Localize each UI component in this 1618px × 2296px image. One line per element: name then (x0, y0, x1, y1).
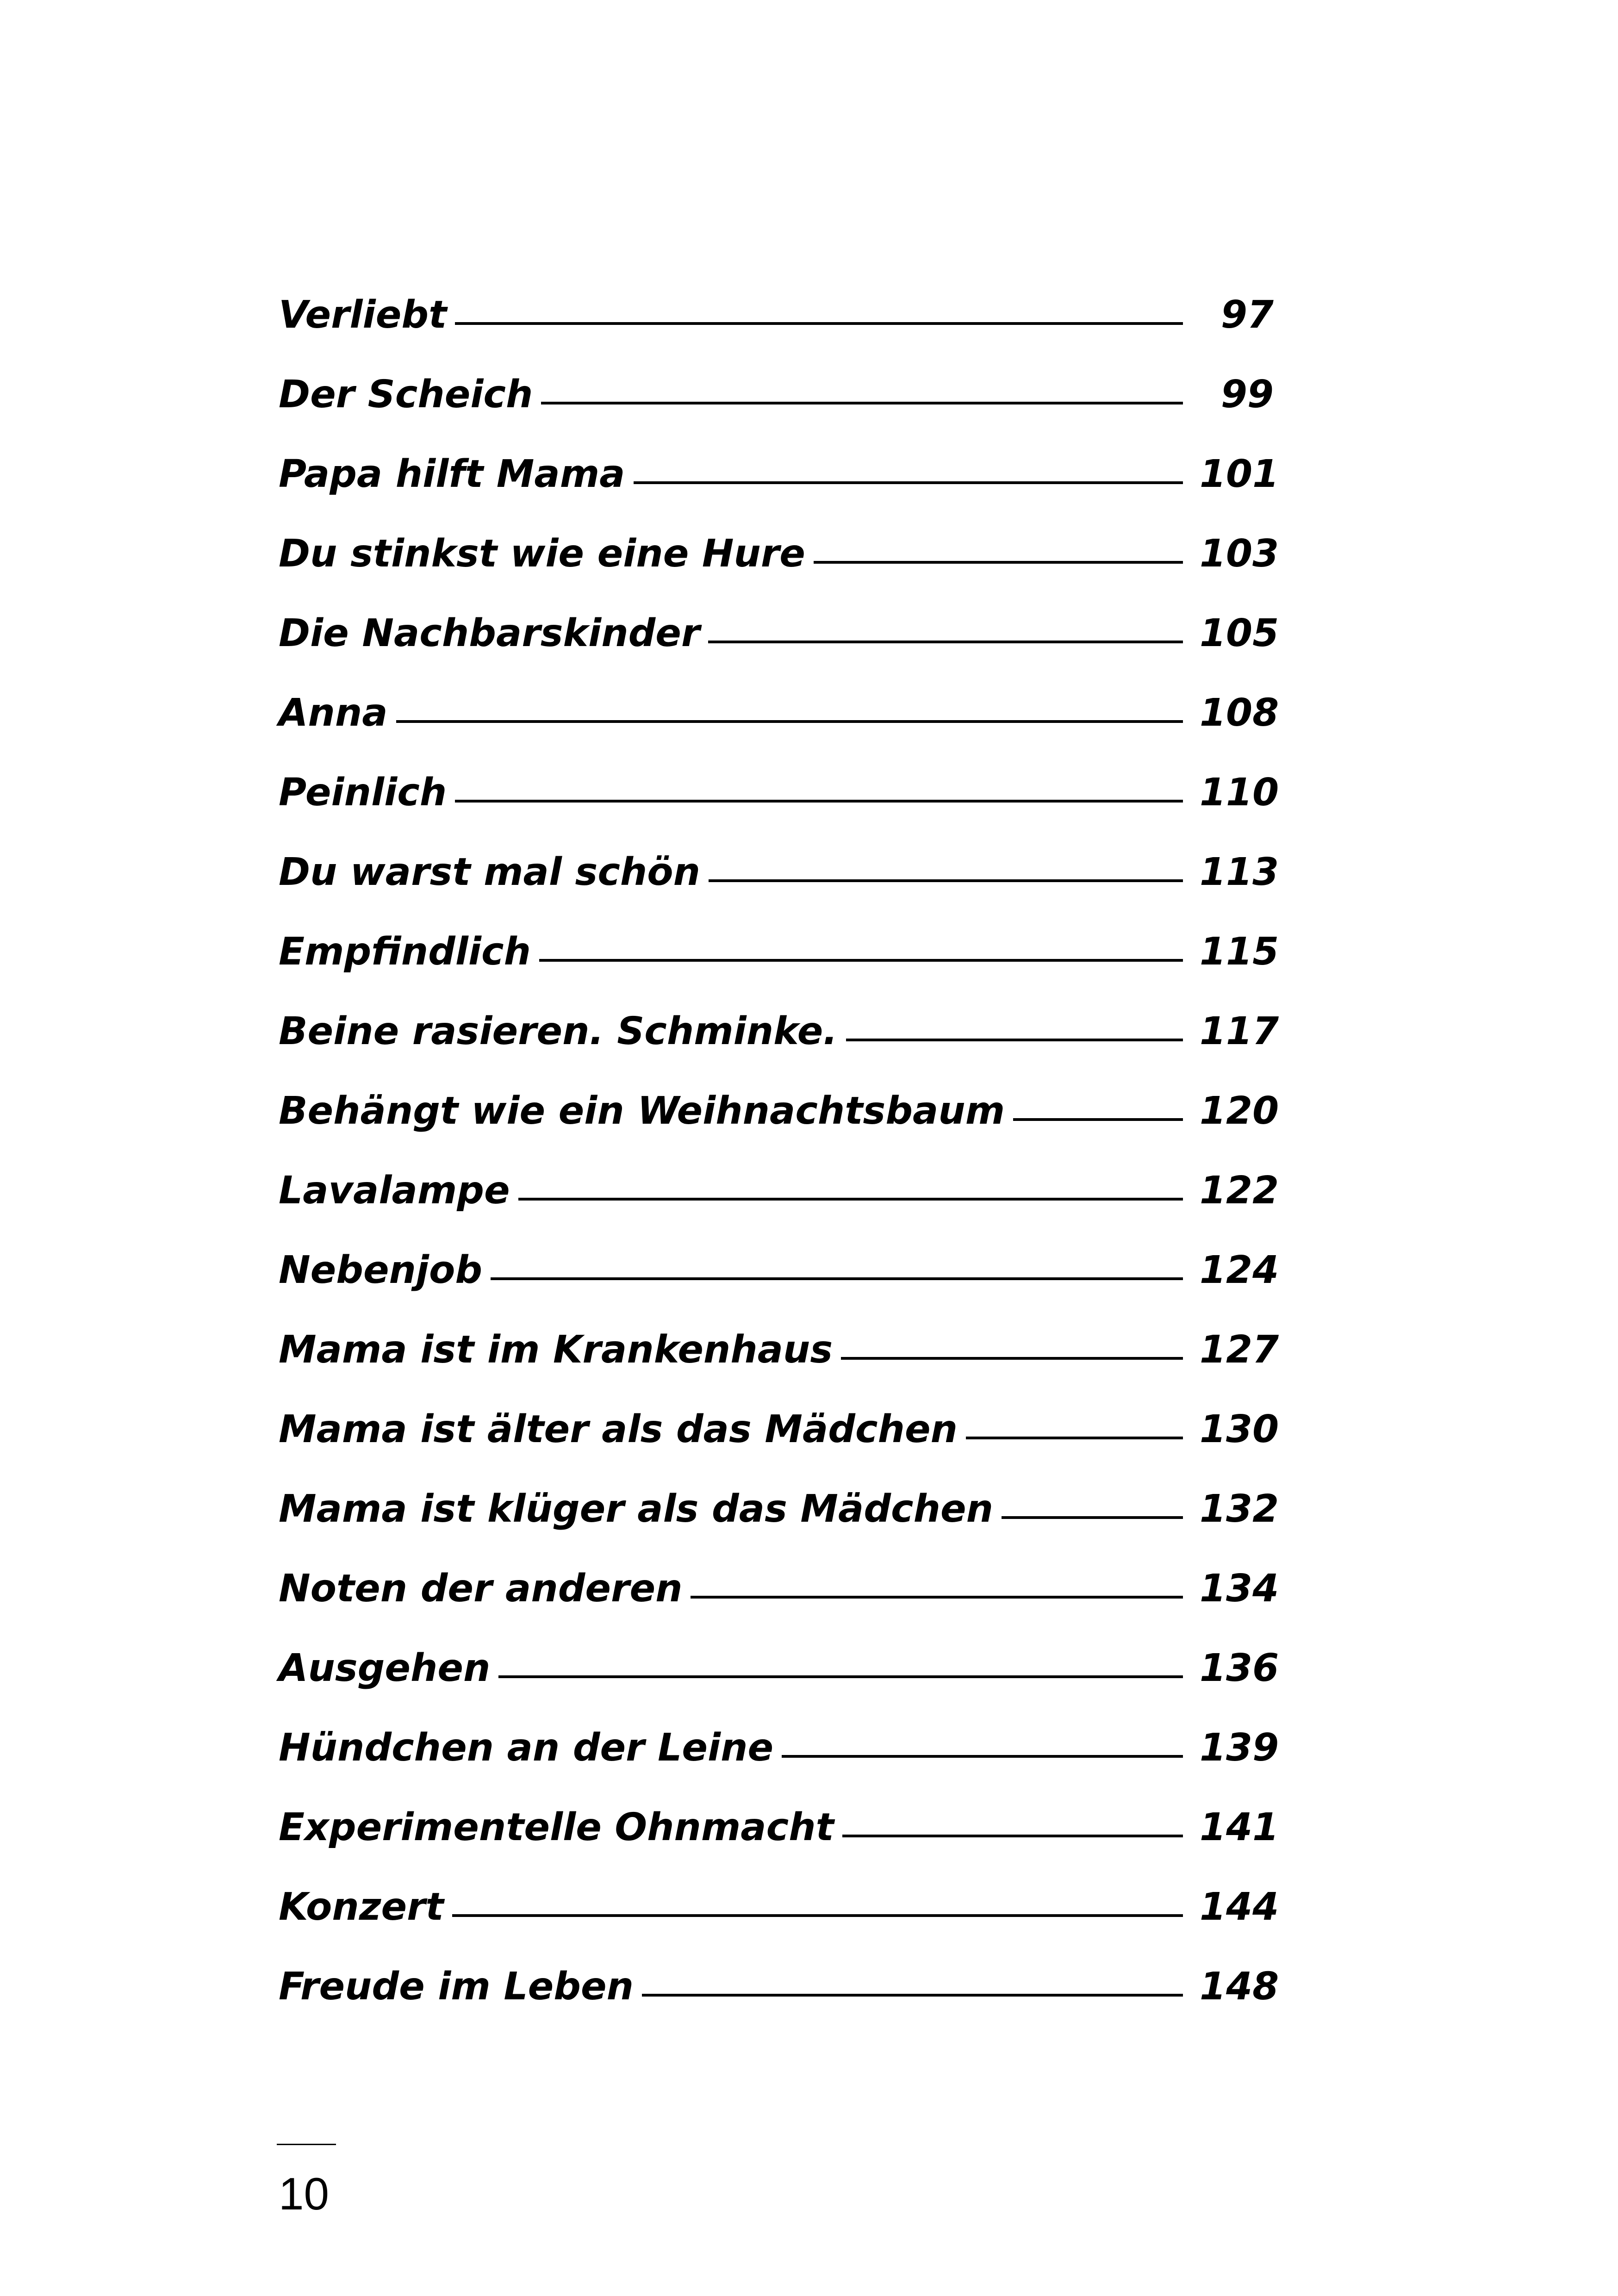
toc-entry-page: 117 (1200, 1009, 1279, 1053)
page-number: 10 (279, 2168, 330, 2219)
toc-entry (279, 435, 1279, 514)
toc-entry-page: 103 (1200, 532, 1279, 576)
toc-entry-page: 122 (1200, 1169, 1279, 1213)
toc-entry-page: 141 (1200, 1805, 1279, 1849)
toc-leader-line (814, 561, 1183, 564)
toc-entry-page: 97 (1220, 293, 1274, 337)
toc-leader-line (452, 1914, 1183, 1917)
toc-entry-title: Mama ist älter als das Mädchen (279, 1407, 958, 1451)
toc-entry (279, 594, 1279, 673)
toc-entry-title: Hündchen an der Leine (279, 1726, 774, 1770)
toc-leader-line (709, 879, 1183, 882)
toc-entry (279, 1788, 1279, 1867)
toc-entry (279, 1390, 1279, 1469)
toc-entry-page: 144 (1200, 1885, 1279, 1929)
toc-entry-page: 108 (1200, 691, 1279, 735)
toc-leader-line (1013, 1118, 1183, 1121)
toc-entry (279, 1151, 1279, 1231)
toc-leader-line (396, 720, 1183, 723)
toc-entry-title: Behängt wie ein Weihnachtsbaum (279, 1089, 1005, 1133)
toc-entry-title: Freude im Leben (279, 1965, 634, 2009)
toc-entry (279, 1947, 1279, 2027)
toc-leader-line (708, 641, 1183, 643)
toc-entry-page: 136 (1200, 1646, 1279, 1690)
toc-entry (279, 1231, 1279, 1310)
toc-entry-page: 130 (1200, 1407, 1279, 1451)
toc-leader-line (841, 1357, 1183, 1360)
toc-entry-page: 105 (1200, 611, 1279, 655)
toc-entry-title: Experimentelle Ohnmacht (279, 1805, 834, 1849)
toc-entry (279, 753, 1279, 833)
footer-divider (277, 2144, 336, 2145)
toc-leader-line (455, 322, 1183, 325)
toc-entry (279, 1867, 1279, 1947)
toc-entry-title: Noten der anderen (279, 1567, 683, 1611)
toc-entry-page: 124 (1200, 1248, 1279, 1292)
toc-entry-title: Du stinkst wie eine Hure (279, 532, 805, 576)
toc-entry-title: Lavalampe (279, 1169, 510, 1213)
toc-entry (279, 833, 1279, 912)
toc-leader-line (498, 1675, 1183, 1678)
toc-entry-title: Du warst mal schön (279, 850, 701, 894)
toc-entry (279, 1469, 1279, 1549)
toc-leader-line (691, 1596, 1183, 1599)
toc-entry (279, 673, 1279, 753)
toc-entry-page: 101 (1200, 452, 1279, 496)
toc-entry-page: 139 (1200, 1726, 1279, 1770)
toc-entry (279, 1549, 1279, 1629)
toc-entry-page: 115 (1200, 930, 1279, 974)
toc-entry-title: Beine rasieren. Schminke. (279, 1009, 838, 1053)
toc-entry (279, 514, 1279, 594)
toc-leader-line (846, 1039, 1183, 1041)
toc-leader-line (491, 1277, 1183, 1280)
toc-leader-line (539, 959, 1183, 962)
toc-entry (279, 912, 1279, 992)
toc-leader-line (642, 1994, 1183, 1997)
toc-entry-page: 132 (1200, 1487, 1279, 1531)
toc-entry-page: 134 (1200, 1567, 1279, 1611)
toc-entry-title: Nebenjob (279, 1248, 483, 1292)
toc-entry (279, 992, 1279, 1071)
toc-entry-page: 110 (1200, 771, 1279, 815)
toc-entry-page: 120 (1200, 1089, 1279, 1133)
toc-leader-line (634, 481, 1183, 484)
toc-leader-line (518, 1198, 1183, 1201)
toc-entry-title: Anna (279, 691, 388, 735)
toc-entry-title: Verliebt (279, 293, 447, 337)
toc-entry-title: Die Nachbarskinder (279, 611, 700, 655)
toc-entry-title: Mama ist im Krankenhaus (279, 1328, 833, 1372)
toc-entry (279, 355, 1274, 435)
toc-entry (279, 1071, 1279, 1151)
toc-entry (279, 275, 1274, 355)
toc-entry (279, 1629, 1279, 1708)
toc-entry (279, 1310, 1279, 1390)
toc-leader-line (966, 1437, 1183, 1439)
toc-leader-line (455, 800, 1183, 803)
toc-entry-title: Mama ist klüger als das Mädchen (279, 1487, 994, 1531)
toc-entry-page: 127 (1200, 1328, 1279, 1372)
toc-entry-title: Papa hilft Mama (279, 452, 625, 496)
toc-entry-page: 113 (1200, 850, 1279, 894)
toc-leader-line (541, 402, 1183, 404)
table-of-contents (279, 275, 1279, 2027)
toc-entry-page: 99 (1220, 373, 1274, 417)
toc-entry (279, 1708, 1279, 1788)
toc-entry-title: Konzert (279, 1885, 444, 1929)
toc-entry-title: Empfindlich (279, 930, 531, 974)
toc-entry-title: Ausgehen (279, 1646, 491, 1690)
toc-leader-line (842, 1835, 1183, 1837)
toc-entry-page: 148 (1200, 1965, 1279, 2009)
toc-entry-title: Der Scheich (279, 373, 533, 417)
toc-leader-line (1002, 1516, 1183, 1519)
toc-entry-title: Peinlich (279, 771, 447, 815)
toc-leader-line (782, 1755, 1183, 1758)
